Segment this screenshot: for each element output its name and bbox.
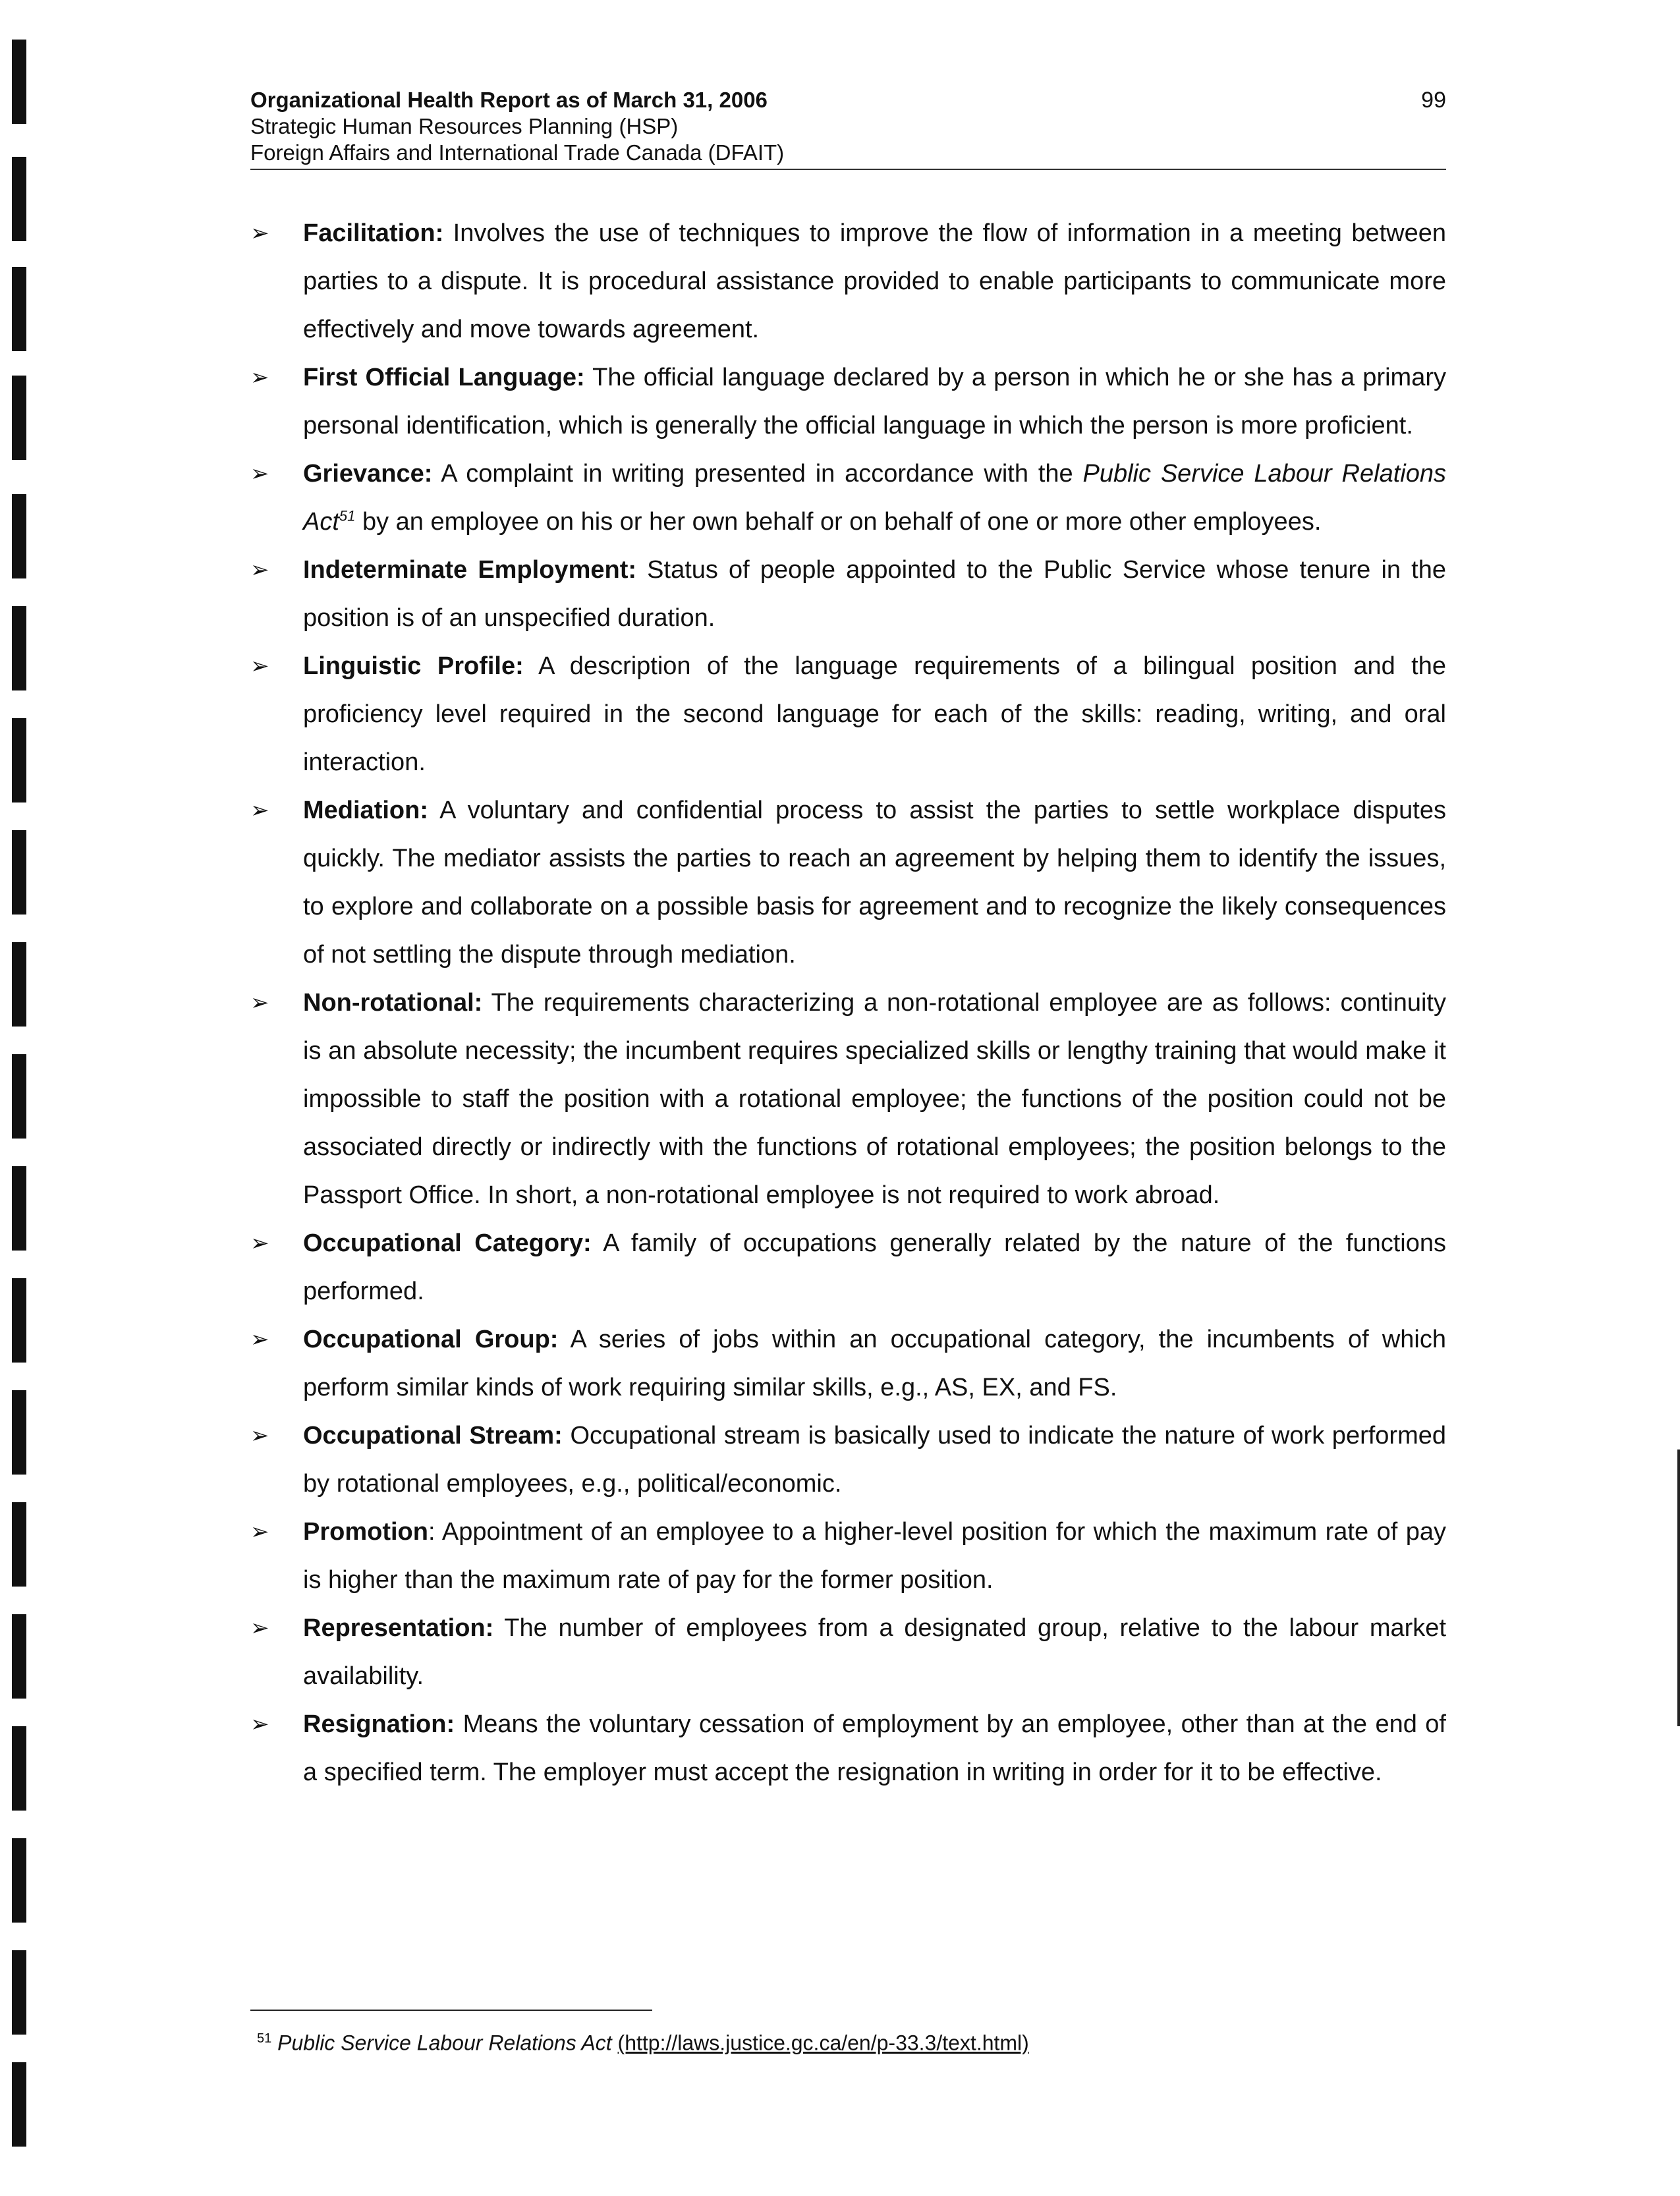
scan-edge bbox=[1677, 1450, 1680, 1726]
report-subtitle: Strategic Human Resources Planning (HSP) bbox=[250, 114, 679, 138]
glossary-definition: Occupational stream is basically used to indicate the nature of work performed by rotational employees, e.g., political/economic. bbox=[303, 1422, 1447, 1498]
footnote-reference: 51 bbox=[339, 507, 356, 524]
arrow-bullet-icon: ➢ bbox=[250, 1519, 269, 1544]
arrow-bullet-icon: ➢ bbox=[250, 1616, 269, 1641]
glossary-entry-occupational-group bbox=[250, 1316, 1446, 1412]
glossary-definition: Appointment of an employee to a higher-level position for which the maximum rate of pay is higher than the maximum rate of pay for the former position. bbox=[303, 1518, 1446, 1594]
glossary-term: Occupational Stream: bbox=[303, 1422, 563, 1450]
glossary-entry-occupational-category bbox=[250, 1220, 1446, 1316]
glossary-list bbox=[250, 210, 1446, 1797]
binding-mark bbox=[12, 718, 26, 802]
act-title: Public Service Labour Relations Act bbox=[303, 460, 1446, 536]
glossary-entry-occupational-stream bbox=[250, 1412, 1446, 1508]
glossary-term: Occupational Group: bbox=[303, 1326, 559, 1353]
binding-mark bbox=[12, 606, 26, 690]
arrow-bullet-icon: ➢ bbox=[250, 365, 269, 390]
glossary-entry-representation bbox=[250, 1604, 1446, 1701]
glossary-term: Mediation: bbox=[303, 797, 428, 824]
binding-mark bbox=[12, 267, 26, 351]
glossary-term: Grievance: bbox=[303, 460, 433, 488]
binding-mark bbox=[12, 40, 26, 124]
glossary-definition: A description of the language requirements of a bilingual position and the proficiency level required in the second language for each of the skills: reading, writing, and oral interaction. bbox=[303, 652, 1447, 776]
glossary-definition: The number of employees from a designated group, relative to the labour market availability. bbox=[303, 1614, 1446, 1690]
glossary-definition: Means the voluntary cessation of employment by an employee, other than at the end of a specified term. The employer must accept the resignation in writing in order for it to be effective. bbox=[303, 1710, 1446, 1786]
binding-mark bbox=[12, 1054, 26, 1139]
glossary-entry-resignation bbox=[250, 1701, 1446, 1797]
department-name: Foreign Affairs and International Trade Canada (DFAIT) bbox=[250, 140, 785, 165]
arrow-bullet-icon: ➢ bbox=[250, 1231, 269, 1256]
binding-mark bbox=[12, 1950, 26, 2035]
binding-mark bbox=[12, 494, 26, 578]
glossary-definition-continued: by an employee on his or her own behalf or on behalf of one or more other employees. bbox=[362, 508, 1322, 536]
binding-marks bbox=[12, 40, 32, 2174]
glossary-definition: Involves the use of techniques to improve the flow of information in a meeting between parties to a dispute. It is procedural assistance provided to enable participants to communicate more effectively and move towards agreement. bbox=[303, 219, 1446, 343]
arrow-bullet-icon: ➢ bbox=[250, 1712, 269, 1737]
arrow-bullet-icon: ➢ bbox=[250, 1423, 269, 1448]
binding-mark bbox=[12, 1614, 26, 1699]
binding-mark bbox=[12, 1726, 26, 1811]
arrow-bullet-icon: ➢ bbox=[250, 557, 269, 582]
page-number: 99 bbox=[1421, 88, 1446, 113]
glossary-definition: A family of occupations generally related by the nature of the functions performed. bbox=[303, 1229, 1446, 1305]
binding-mark bbox=[12, 942, 26, 1027]
arrow-bullet-icon: ➢ bbox=[250, 798, 269, 823]
glossary-entry-first-official-language bbox=[250, 354, 1446, 450]
glossary-entry-linguistic-profile bbox=[250, 642, 1446, 787]
footnote-link[interactable]: (http://laws.justice.gc.ca/en/p-33.3/text.html) bbox=[617, 2031, 1029, 2055]
arrow-bullet-icon: ➢ bbox=[250, 990, 269, 1015]
footnote bbox=[257, 2025, 1029, 2056]
glossary-definition: A complaint in writing presented in accordance with the bbox=[441, 460, 1073, 488]
glossary-entry-indeterminate-employment bbox=[250, 546, 1446, 642]
glossary-term: Facilitation: bbox=[303, 219, 444, 247]
binding-mark bbox=[12, 2062, 26, 2147]
glossary-term: Non-rotational: bbox=[303, 989, 483, 1017]
binding-mark bbox=[12, 157, 26, 241]
binding-mark bbox=[12, 1838, 26, 1923]
binding-mark bbox=[12, 1166, 26, 1251]
arrow-bullet-icon: ➢ bbox=[250, 221, 269, 246]
binding-mark bbox=[12, 376, 26, 460]
glossary-definition: A series of jobs within an occupational category, the incumbents of which perform similar kinds of work requiring similar skills, e.g., AS, EX, and FS. bbox=[303, 1326, 1446, 1401]
glossary-term: First Official Language: bbox=[303, 364, 585, 391]
term-colon: : bbox=[428, 1518, 435, 1546]
glossary-term: Promotion bbox=[303, 1518, 428, 1546]
glossary-entry-facilitation bbox=[250, 210, 1446, 354]
footnote-number: 51 bbox=[257, 2031, 272, 2046]
glossary-term: Indeterminate Employment: bbox=[303, 556, 637, 584]
arrow-bullet-icon: ➢ bbox=[250, 1327, 269, 1352]
glossary-term: Occupational Category: bbox=[303, 1229, 592, 1257]
glossary-term: Linguistic Profile: bbox=[303, 652, 524, 680]
binding-mark bbox=[12, 1390, 26, 1475]
footnote-title: Public Service Labour Relations Act bbox=[277, 2031, 612, 2055]
arrow-bullet-icon: ➢ bbox=[250, 461, 269, 486]
glossary-entry-grievance bbox=[250, 450, 1446, 546]
binding-mark bbox=[12, 830, 26, 915]
arrow-bullet-icon: ➢ bbox=[250, 654, 269, 679]
glossary-definition: Status of people appointed to the Public Service whose tenure in the position is of an unspecified duration. bbox=[303, 556, 1446, 632]
glossary-definition: The requirements characterizing a non-rotational employee are as follows: continuity is an absolute necessity; the incumbent requires specialized skills or lengthy training that would make it impossible to staff the position with a rotational employee; the functions of the position could not be associated directly or indirectly with the functions of rotational employees; the position belongs to the Passport Office. In short, a non-rotational employee is not required to work abroad. bbox=[303, 989, 1446, 1209]
binding-mark bbox=[12, 1278, 26, 1363]
report-title: Organizational Health Report as of March 31, 2006 bbox=[250, 88, 768, 112]
glossary-entry-non-rotational bbox=[250, 979, 1446, 1220]
glossary-term: Representation: bbox=[303, 1614, 494, 1642]
glossary-term: Resignation: bbox=[303, 1710, 455, 1738]
glossary-entry-promotion bbox=[250, 1508, 1446, 1604]
footnote-divider bbox=[250, 2010, 652, 2011]
glossary-definition: The official language declared by a person in which he or she has a primary personal identification, which is generally the official language in which the person is more proficient. bbox=[303, 364, 1446, 439]
binding-mark bbox=[12, 1502, 26, 1587]
page-header bbox=[250, 87, 1446, 170]
glossary-entry-mediation bbox=[250, 787, 1446, 979]
glossary-definition: A voluntary and confidential process to assist the parties to settle workplace disputes quickly. The mediator assists the parties to reach an agreement by helping them to identify the issues, to explore and collaborate on a possible basis for agreement and to recognize the likely consequences of not settling the dispute through mediation. bbox=[303, 797, 1446, 969]
